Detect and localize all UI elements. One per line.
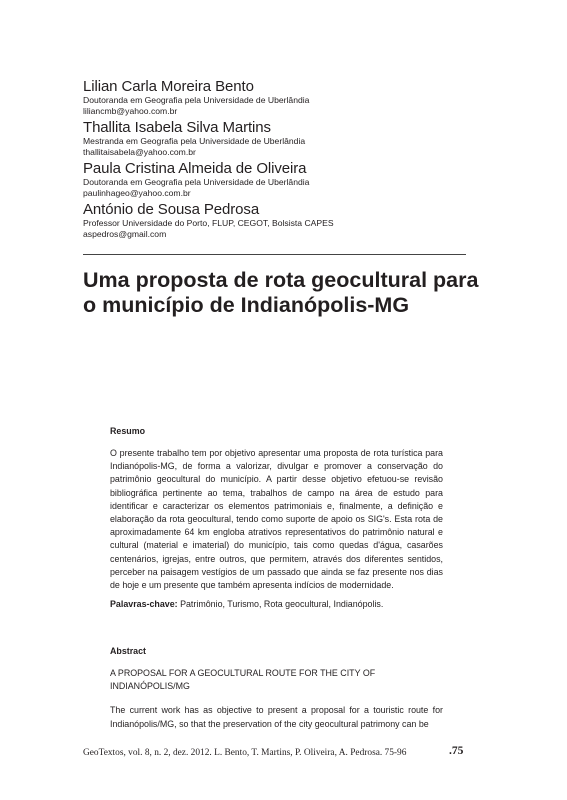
author-list [83,78,483,242]
author-email: thallitaisabela@yahoo.com.br [83,147,196,157]
abstract-section [110,645,443,731]
author-name: Lilian Carla Moreira Bento [83,78,254,95]
paper-title: Uma proposta de rota geocultural para o município de Indianópolis-MG [83,268,479,317]
keywords-label: Palavras-chave: [110,599,178,610]
author-block [83,119,483,158]
resumo-heading: Resumo [110,426,146,436]
author-block [83,78,483,117]
abstract-text: The current work has as objective to present a proposal for a touristic route for Indianópolis/MG, so that the preservation of the city geocultural patrimony can be [110,705,443,729]
author-name: Paula Cristina Almeida de Oliveira [83,160,307,177]
abstract-title-en: A PROPOSAL FOR A GEOCULTURAL ROUTE FOR THE CITY OF INDIANÓPOLIS/MG [110,668,376,692]
author-name: António de Sousa Pedrosa [83,201,260,218]
author-affiliation: Mestranda em Geografia pela Universidade de Uberlândia [83,136,306,146]
page-number: .75 [449,745,464,757]
author-affiliation: Professor Universidade do Porto, FLUP, CEGOT, Bolsista CAPES [83,218,334,228]
header-divider [83,254,466,255]
abstract-heading: Abstract [110,646,147,656]
keywords-text: Patrimônio, Turismo, Rota geocultural, Indianópolis. [180,599,384,610]
keywords-line [110,598,443,611]
author-affiliation: Doutoranda em Geografia pela Universidade de Uberlândia [83,95,310,105]
author-email: paulinhageo@yahoo.com.br [83,188,191,198]
author-email: liliancmb@yahoo.com.br [83,106,178,116]
resumo-section [110,425,443,611]
author-affiliation: Doutoranda em Geografia pela Universidade de Uberlândia [83,177,310,187]
author-block [83,160,483,199]
author-email: aspedros@gmail.com [83,229,167,239]
resumo-text: O presente trabalho tem por objetivo apresentar uma proposta de rota turística para Indianópolis-MG, de forma a valorizar, divulgar e promover a conservação do patrimônio geocultural do município. A partir desse objetivo efetuou-se revisão bibliográfica pertinente ao tema, trabalhos de campo na área de estudo para identificar e caracterizar os elementos patrimoniais e, finalmente, a definição e elaboração da rota geocultural, tendo como suporte de apoio os SIG's. Esta rota de aproximadamente 64 km engloba atrativos representativos do patrimônio natural e cultural (material e imaterial) do município, tais como quedas d'água, casarões centenários, igrejas, entre outros, que permitem, através dos diferentes sentidos, perceber na paisagem vestígios de um passado que ainda se faz presente nos dias de hoje e um presente que também apresenta indícios de modernidade. [110,448,443,591]
footer-citation: GeoTextos, vol. 8, n. 2, dez. 2012. L. Bento, T. Martins, P. Oliveira, A. Pedrosa. 75-96 [83,748,407,758]
author-name: Thallita Isabela Silva Martins [83,119,271,136]
author-block [83,201,483,240]
